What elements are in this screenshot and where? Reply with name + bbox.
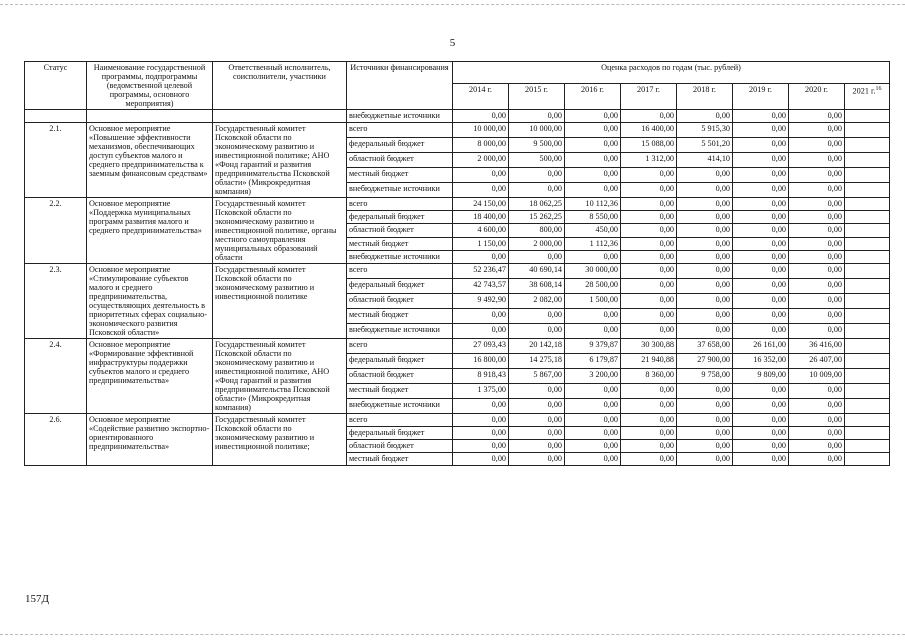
value-cell: 0,00 — [677, 264, 733, 279]
value-cell: 3 200,00 — [565, 369, 621, 384]
value-cell: 40 690,14 — [509, 264, 565, 279]
source-cell: областной бюджет — [347, 224, 453, 237]
value-cell: 0,00 — [789, 427, 845, 440]
value-cell — [845, 168, 890, 183]
header-year: 2019 г. — [733, 84, 789, 110]
value-cell: 0,00 — [789, 211, 845, 224]
value-cell: 9 379,87 — [565, 339, 621, 354]
header-status: Статус — [25, 62, 87, 110]
value-cell — [845, 211, 890, 224]
value-cell: 0,00 — [733, 198, 789, 211]
value-cell: 0,00 — [733, 168, 789, 183]
source-cell: местный бюджет — [347, 384, 453, 399]
value-cell: 0,00 — [621, 399, 677, 414]
table-row — [25, 123, 890, 138]
value-cell — [845, 224, 890, 237]
value-cell: 0,00 — [789, 168, 845, 183]
header-name: Наименование государственной программы, подпрограммы (ведомственной целевой программы, основного мероприятия) — [87, 62, 213, 110]
header-estimate: Оценка расходов по годам (тыс. рублей) — [453, 62, 890, 84]
value-cell: 0,00 — [621, 198, 677, 211]
source-cell: областной бюджет — [347, 153, 453, 168]
value-cell: 800,00 — [509, 224, 565, 237]
value-cell: 0,00 — [621, 453, 677, 466]
value-cell: 414,10 — [677, 153, 733, 168]
value-cell — [845, 354, 890, 369]
source-cell: местный бюджет — [347, 309, 453, 324]
value-cell: 0,00 — [509, 110, 565, 123]
value-cell: 26 407,00 — [789, 354, 845, 369]
value-cell — [845, 414, 890, 427]
value-cell: 0,00 — [509, 250, 565, 263]
value-cell: 0,00 — [789, 153, 845, 168]
value-cell: 10 000,00 — [509, 123, 565, 138]
value-cell: 0,00 — [509, 399, 565, 414]
value-cell — [845, 153, 890, 168]
value-cell: 0,00 — [453, 399, 509, 414]
value-cell: 0,00 — [565, 399, 621, 414]
name-cell — [87, 110, 213, 123]
value-cell: 0,00 — [677, 440, 733, 453]
header-year: 2015 г. — [509, 84, 565, 110]
value-cell: 9 500,00 — [509, 138, 565, 153]
value-cell: 0,00 — [733, 414, 789, 427]
value-cell: 0,00 — [677, 110, 733, 123]
value-cell: 0,00 — [789, 110, 845, 123]
header-sources: Источники финансирования — [347, 62, 453, 110]
value-cell: 0,00 — [565, 427, 621, 440]
table-body — [25, 110, 890, 466]
value-cell: 0,00 — [565, 250, 621, 263]
source-cell: местный бюджет — [347, 237, 453, 250]
value-cell: 0,00 — [789, 250, 845, 263]
value-cell: 0,00 — [733, 453, 789, 466]
executor-cell — [213, 110, 347, 123]
value-cell — [845, 123, 890, 138]
source-cell: внебюджетные источники — [347, 183, 453, 198]
source-cell: внебюджетные источники — [347, 324, 453, 339]
value-cell: 26 161,00 — [733, 339, 789, 354]
value-cell: 0,00 — [621, 309, 677, 324]
status-cell: 2.3. — [25, 264, 87, 339]
budget-table — [24, 61, 890, 466]
value-cell: 10 112,36 — [565, 198, 621, 211]
value-cell: 0,00 — [677, 324, 733, 339]
value-cell: 38 608,14 — [509, 279, 565, 294]
value-cell: 0,00 — [621, 264, 677, 279]
value-cell: 2 000,00 — [509, 237, 565, 250]
value-cell: 52 236,47 — [453, 264, 509, 279]
source-cell: внебюджетные источники — [347, 250, 453, 263]
value-cell: 4 600,00 — [453, 224, 509, 237]
value-cell: 1 112,36 — [565, 237, 621, 250]
value-cell: 0,00 — [565, 123, 621, 138]
value-cell: 0,00 — [789, 309, 845, 324]
value-cell: 0,00 — [733, 153, 789, 168]
value-cell: 10 000,00 — [453, 123, 509, 138]
value-cell: 0,00 — [789, 440, 845, 453]
header-year: 2017 г. — [621, 84, 677, 110]
source-cell: федеральный бюджет — [347, 138, 453, 153]
value-cell: 2 000,00 — [453, 153, 509, 168]
value-cell: 0,00 — [733, 384, 789, 399]
value-cell: 0,00 — [733, 279, 789, 294]
value-cell: 450,00 — [565, 224, 621, 237]
executor-cell: Государственный комитет Псковской области по экономическому развитию и инвестиционной политике, АНО «Фонд гарантий и развития предпринимательства Псковской области» (Микрокредитная компания) — [213, 339, 347, 414]
value-cell: 1 375,00 — [453, 384, 509, 399]
value-cell: 0,00 — [509, 309, 565, 324]
executor-cell: Государственный комитет Псковской области по экономическому развитию и инвестиционной политике; — [213, 414, 347, 466]
value-cell: 0,00 — [509, 414, 565, 427]
value-cell: 16 352,00 — [733, 354, 789, 369]
value-cell: 0,00 — [677, 250, 733, 263]
value-cell: 0,00 — [733, 237, 789, 250]
value-cell: 0,00 — [621, 250, 677, 263]
status-cell: 2.4. — [25, 339, 87, 414]
value-cell: 27 093,43 — [453, 339, 509, 354]
name-cell: Основное мероприятие «Формирование эффективной инфраструктуры поддержки субъектов малого и среднего предпринимательства» — [87, 339, 213, 414]
value-cell: 0,00 — [621, 384, 677, 399]
value-cell: 15 088,00 — [621, 138, 677, 153]
value-cell — [845, 384, 890, 399]
value-cell — [845, 279, 890, 294]
value-cell — [845, 399, 890, 414]
value-cell — [845, 250, 890, 263]
value-cell: 0,00 — [677, 183, 733, 198]
name-cell: Основное мероприятие «Стимулирование субъектов малого и среднего предпринимательства, осуществляющих деятельность в приоритетных сферах социально-экономического развития Псковской области» — [87, 264, 213, 339]
value-cell: 9 758,00 — [677, 369, 733, 384]
value-cell: 6 179,87 — [565, 354, 621, 369]
header-year-label: 2021 г. — [852, 87, 876, 97]
value-cell — [845, 324, 890, 339]
value-cell — [845, 110, 890, 123]
value-cell: 0,00 — [453, 427, 509, 440]
value-cell: 27 900,00 — [677, 354, 733, 369]
value-cell: 21 940,88 — [621, 354, 677, 369]
value-cell: 0,00 — [789, 399, 845, 414]
value-cell: 0,00 — [789, 279, 845, 294]
value-cell: 0,00 — [677, 309, 733, 324]
value-cell: 0,00 — [677, 198, 733, 211]
value-cell: 0,00 — [621, 294, 677, 309]
source-cell: федеральный бюджет — [347, 427, 453, 440]
header-year: 2016 г. — [565, 84, 621, 110]
value-cell: 0,00 — [733, 250, 789, 263]
value-cell: 18 400,00 — [453, 211, 509, 224]
value-cell: 0,00 — [677, 427, 733, 440]
value-cell — [845, 427, 890, 440]
value-cell: 0,00 — [733, 324, 789, 339]
value-cell: 0,00 — [565, 414, 621, 427]
value-cell: 1 312,00 — [621, 153, 677, 168]
value-cell: 1 500,00 — [565, 294, 621, 309]
value-cell: 16 400,00 — [621, 123, 677, 138]
value-cell: 0,00 — [509, 453, 565, 466]
source-cell: всего — [347, 339, 453, 354]
value-cell: 0,00 — [565, 138, 621, 153]
value-cell: 0,00 — [509, 427, 565, 440]
value-cell: 9 492,90 — [453, 294, 509, 309]
value-cell — [845, 453, 890, 466]
value-cell: 0,00 — [621, 211, 677, 224]
status-cell: 2.6. — [25, 414, 87, 466]
executor-cell: Государственный комитет Псковской области по экономическому развитию и инвестиционной политике — [213, 264, 347, 339]
value-cell: 0,00 — [453, 168, 509, 183]
value-cell: 30 000,00 — [565, 264, 621, 279]
value-cell: 0,00 — [453, 110, 509, 123]
value-cell: 0,00 — [789, 453, 845, 466]
value-cell: 0,00 — [453, 183, 509, 198]
value-cell: 0,00 — [621, 427, 677, 440]
value-cell — [845, 198, 890, 211]
value-cell: 8 000,00 — [453, 138, 509, 153]
value-cell: 0,00 — [453, 324, 509, 339]
value-cell: 0,00 — [789, 224, 845, 237]
value-cell: 1 150,00 — [453, 237, 509, 250]
status-cell: 2.1. — [25, 123, 87, 198]
value-cell: 36 416,00 — [789, 339, 845, 354]
value-cell: 10 009,00 — [789, 369, 845, 384]
value-cell: 5 915,30 — [677, 123, 733, 138]
value-cell: 0,00 — [621, 224, 677, 237]
value-cell: 0,00 — [733, 309, 789, 324]
value-cell: 37 658,00 — [677, 339, 733, 354]
source-cell: внебюджетные источники — [347, 399, 453, 414]
value-cell: 0,00 — [733, 123, 789, 138]
value-cell: 0,00 — [453, 453, 509, 466]
value-cell: 0,00 — [509, 168, 565, 183]
value-cell: 0,00 — [789, 264, 845, 279]
value-cell: 0,00 — [789, 183, 845, 198]
value-cell: 500,00 — [509, 153, 565, 168]
source-cell: всего — [347, 414, 453, 427]
value-cell — [845, 138, 890, 153]
value-cell: 5 867,00 — [509, 369, 565, 384]
value-cell: 0,00 — [621, 324, 677, 339]
value-cell: 0,00 — [733, 427, 789, 440]
value-cell — [845, 369, 890, 384]
value-cell: 0,00 — [677, 237, 733, 250]
value-cell: 30 300,88 — [621, 339, 677, 354]
value-cell: 0,00 — [565, 440, 621, 453]
source-cell: областной бюджет — [347, 294, 453, 309]
table-row — [25, 110, 890, 123]
value-cell: 0,00 — [733, 264, 789, 279]
value-cell: 28 500,00 — [565, 279, 621, 294]
value-cell: 0,00 — [733, 399, 789, 414]
value-cell: 0,00 — [509, 384, 565, 399]
source-cell: всего — [347, 123, 453, 138]
source-cell: местный бюджет — [347, 453, 453, 466]
value-cell: 14 275,18 — [509, 354, 565, 369]
value-cell: 0,00 — [621, 414, 677, 427]
value-cell: 8 360,00 — [621, 369, 677, 384]
value-cell: 0,00 — [565, 384, 621, 399]
name-cell: Основное мероприятие «Содействие развитию экспортно-ориентированного предпринимательства» — [87, 414, 213, 466]
value-cell: 0,00 — [453, 309, 509, 324]
value-cell: 16 800,00 — [453, 354, 509, 369]
value-cell: 0,00 — [733, 211, 789, 224]
page-number: 5 — [449, 37, 456, 49]
value-cell: 0,00 — [677, 168, 733, 183]
table-row — [25, 198, 890, 211]
value-cell: 0,00 — [733, 294, 789, 309]
name-cell: Основное мероприятие «Повышение эффективности механизмов, обеспечивающих доступ субъектов малого и среднего предпринимательства к заемным финансовым средствам» — [87, 123, 213, 198]
value-cell: 0,00 — [733, 440, 789, 453]
source-cell: областной бюджет — [347, 369, 453, 384]
value-cell: 0,00 — [453, 414, 509, 427]
value-cell — [845, 183, 890, 198]
value-cell: 5 501,20 — [677, 138, 733, 153]
value-cell: 0,00 — [509, 183, 565, 198]
value-cell: 0,00 — [453, 440, 509, 453]
source-cell: всего — [347, 264, 453, 279]
source-cell: федеральный бюджет — [347, 279, 453, 294]
header-executor: Ответственный исполнитель, соисполнители, участники — [213, 62, 347, 110]
source-cell: всего — [347, 198, 453, 211]
status-cell — [25, 110, 87, 123]
value-cell: 18 062,25 — [509, 198, 565, 211]
value-cell — [845, 294, 890, 309]
value-cell: 0,00 — [621, 279, 677, 294]
value-cell: 0,00 — [677, 384, 733, 399]
value-cell: 0,00 — [677, 294, 733, 309]
value-cell: 0,00 — [789, 384, 845, 399]
header-row — [25, 62, 890, 84]
source-cell: федеральный бюджет — [347, 354, 453, 369]
value-cell: 0,00 — [621, 440, 677, 453]
value-cell: 9 809,00 — [733, 369, 789, 384]
executor-cell: Государственный комитет Псковской области по экономическому развитию и инвестиционной политике; АНО «Фонд гарантий и развития предпринимательства Псковской области» (Микрокредитная компания) — [213, 123, 347, 198]
value-cell: 0,00 — [677, 414, 733, 427]
value-cell: 20 142,18 — [509, 339, 565, 354]
document-code: 157Д — [25, 593, 50, 605]
value-cell: 0,00 — [565, 309, 621, 324]
value-cell — [845, 309, 890, 324]
page-bottom-edge — [0, 634, 905, 635]
value-cell: 42 743,57 — [453, 279, 509, 294]
value-cell: 0,00 — [677, 211, 733, 224]
value-cell: 0,00 — [677, 399, 733, 414]
value-cell: 0,00 — [677, 279, 733, 294]
value-cell: 0,00 — [733, 224, 789, 237]
value-cell: 0,00 — [453, 250, 509, 263]
table-row — [25, 264, 890, 279]
value-cell: 0,00 — [621, 168, 677, 183]
value-cell: 0,00 — [677, 224, 733, 237]
value-cell: 0,00 — [789, 294, 845, 309]
value-cell: 8 550,00 — [565, 211, 621, 224]
value-cell: 0,00 — [509, 324, 565, 339]
header-year: 2018 г. — [677, 84, 733, 110]
value-cell: 0,00 — [621, 237, 677, 250]
status-cell: 2.2. — [25, 198, 87, 264]
footnote-mark: 16 — [875, 86, 882, 93]
header-year: 2020 г. — [789, 84, 845, 110]
value-cell: 0,00 — [621, 110, 677, 123]
value-cell: 0,00 — [789, 138, 845, 153]
value-cell: 0,00 — [789, 324, 845, 339]
value-cell: 0,00 — [789, 123, 845, 138]
value-cell: 0,00 — [565, 168, 621, 183]
value-cell: 0,00 — [621, 183, 677, 198]
value-cell: 0,00 — [733, 183, 789, 198]
source-cell: федеральный бюджет — [347, 211, 453, 224]
value-cell: 0,00 — [677, 453, 733, 466]
header-year-last — [845, 84, 890, 110]
header-year: 2014 г. — [453, 84, 509, 110]
value-cell: 0,00 — [789, 198, 845, 211]
value-cell: 0,00 — [565, 110, 621, 123]
value-cell: 0,00 — [733, 110, 789, 123]
value-cell: 0,00 — [789, 414, 845, 427]
page-top-edge — [0, 4, 905, 5]
value-cell — [845, 339, 890, 354]
value-cell: 0,00 — [565, 453, 621, 466]
value-cell — [845, 264, 890, 279]
value-cell: 8 918,43 — [453, 369, 509, 384]
value-cell: 0,00 — [509, 440, 565, 453]
value-cell: 0,00 — [565, 153, 621, 168]
source-cell: местный бюджет — [347, 168, 453, 183]
table-row — [25, 339, 890, 354]
value-cell: 0,00 — [565, 324, 621, 339]
executor-cell: Государственный комитет Псковской области по экономическому развитию и инвестиционной политике, органы местного самоуправления муниципальных образований области — [213, 198, 347, 264]
value-cell: 24 150,00 — [453, 198, 509, 211]
value-cell: 0,00 — [733, 138, 789, 153]
table-row — [25, 414, 890, 427]
value-cell — [845, 440, 890, 453]
source-cell: внебюджетные источники — [347, 110, 453, 123]
name-cell: Основное мероприятие «Поддержка муниципальных программ развития малого и среднего предпринимательства» — [87, 198, 213, 264]
value-cell: 2 082,00 — [509, 294, 565, 309]
value-cell: 15 262,25 — [509, 211, 565, 224]
source-cell: областной бюджет — [347, 440, 453, 453]
value-cell: 0,00 — [565, 183, 621, 198]
value-cell: 0,00 — [789, 237, 845, 250]
value-cell — [845, 237, 890, 250]
